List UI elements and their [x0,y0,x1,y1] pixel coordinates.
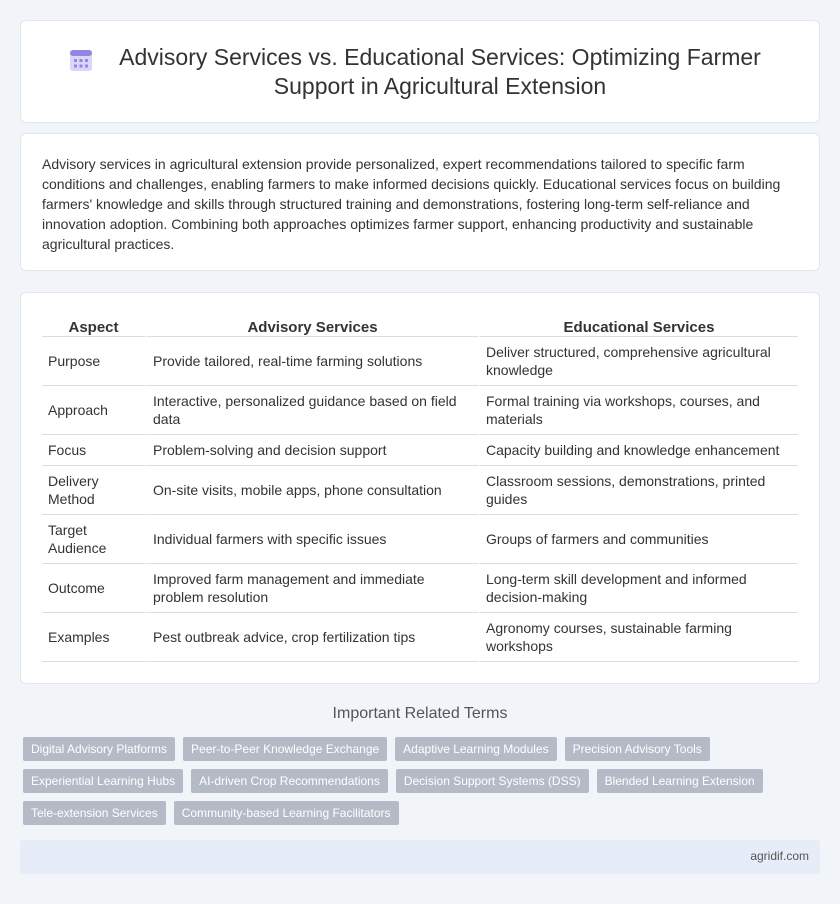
footer-site-link[interactable]: agridif.com [750,849,809,863]
related-term-tag[interactable]: Digital Advisory Platforms [23,737,175,761]
row-advisory: Problem-solving and decision support [147,435,480,466]
related-term-tag[interactable]: Community-based Learning Facilitators [174,801,399,825]
related-term-tag[interactable]: Tele-extension Services [23,801,166,825]
header-aspect: Aspect [42,315,147,337]
row-advisory: Provide tailored, real-time farming solutions [147,337,480,386]
intro-card [20,133,820,271]
row-educational: Long-term skill development and informed decision-making [480,564,798,613]
row-educational: Deliver structured, comprehensive agricultural knowledge [480,337,798,386]
row-educational: Groups of farmers and communities [480,515,798,564]
row-aspect: Delivery Method [42,466,147,515]
intro-paragraph: Advisory services in agricultural extension provide personalized, expert recommendations tailored to specific farm conditions and challenges, enabling farmers to make informed decisions quickly. Educational services focus on building farmers' knowledge and skills through structured training and demonstrations, fostering long-term self-reliance and innovation adoption. Combining both approaches optimizes farmer support, enhancing productivity and sustainable agricultural practices. [42,156,781,252]
comparison-table [42,315,798,662]
row-advisory: Pest outbreak advice, crop fertilization tips [147,613,480,662]
row-advisory: Individual farmers with specific issues [147,515,480,564]
header-educational: Educational Services [480,315,798,337]
related-term-tag[interactable]: Decision Support Systems (DSS) [396,769,589,793]
row-advisory: On-site visits, mobile apps, phone consultation [147,466,480,515]
row-aspect: Target Audience [42,515,147,564]
table-row [42,337,798,386]
table-row [42,386,798,435]
row-advisory: Improved farm management and immediate problem resolution [147,564,480,613]
related-term-tag[interactable]: Adaptive Learning Modules [395,737,556,761]
table-row [42,613,798,662]
row-aspect: Approach [42,386,147,435]
related-term-tag[interactable]: Blended Learning Extension [597,769,763,793]
related-term-tag[interactable]: AI-driven Crop Recommendations [191,769,388,793]
table-row [42,466,798,515]
row-aspect: Focus [42,435,147,466]
title-card [20,20,820,123]
related-term-tag[interactable]: Precision Advisory Tools [565,737,710,761]
row-aspect: Outcome [42,564,147,613]
table-row [42,435,798,466]
table-header-row [42,315,798,337]
table-row [42,564,798,613]
row-educational: Capacity building and knowledge enhancement [480,435,798,466]
related-terms-heading: Important Related Terms [332,705,508,722]
row-educational: Agronomy courses, sustainable farming workshops [480,613,798,662]
header-advisory: Advisory Services [147,315,480,337]
related-terms-tags [23,737,803,825]
row-educational: Formal training via workshops, courses, and materials [480,386,798,435]
comparison-table-card [20,292,820,684]
row-advisory: Interactive, personalized guidance based on field data [147,386,480,435]
row-aspect: Examples [42,613,147,662]
page-title: Advisory Services vs. Educational Services: Optimizing Farmer Support in Agricultural Extension [119,43,761,99]
row-aspect: Purpose [42,337,147,386]
related-term-tag[interactable]: Experiential Learning Hubs [23,769,183,793]
related-term-tag[interactable]: Peer-to-Peer Knowledge Exchange [183,737,387,761]
footer [20,840,820,874]
table-row [42,515,798,564]
row-educational: Classroom sessions, demonstrations, printed guides [480,466,798,515]
